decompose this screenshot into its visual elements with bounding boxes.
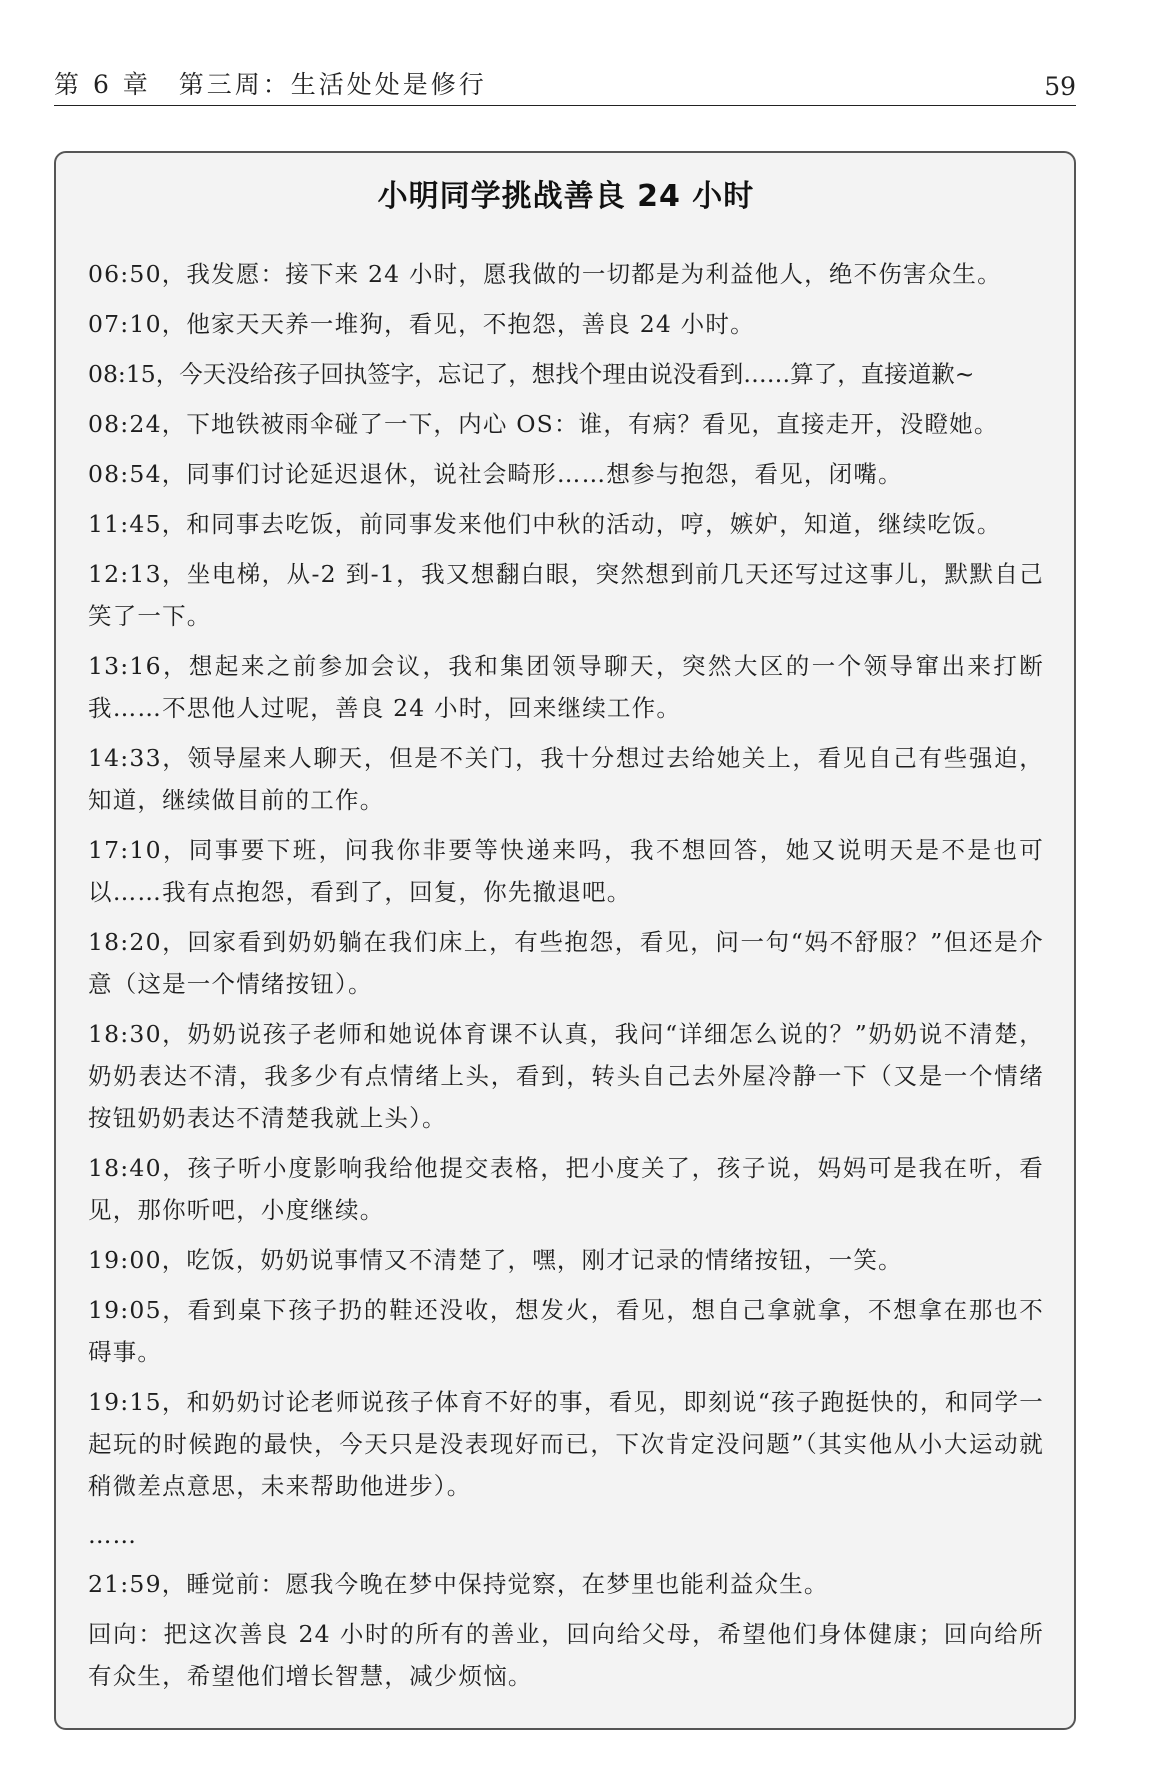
diary-entry: 12:13，坐电梯，从-2 到-1，我又想翻白眼，突然想到前几天还写过这事儿，默默自己笑了一下。 <box>88 560 1044 630</box>
diary-entry: 19:05，看到桌下孩子扔的鞋还没收，想发火，看见，想自己拿就拿，不想拿在那也不碍事。 <box>88 1296 1044 1366</box>
diary-entry: 18:40，孩子听小度影响我给他提交表格，把小度关了，孩子说，妈妈可是我在听，看见，那你听吧，小度继续。 <box>88 1154 1044 1224</box>
diary-entry: 19:15，和奶奶讨论老师说孩子体育不好的事，看见，即刻说“孩子跑挺快的，和同学一起玩的时候跑的最快，今天只是没表现好而已，下次肯定没问题”（其实他从小大运动就稍微差点意思，未来帮助他进步）。 <box>88 1388 1044 1500</box>
ellipsis: …… <box>88 1521 137 1549</box>
diary-entry: 08:15，今天没给孩子回执签字，忘记了，想找个理由说没看到……算了，直接道歉~ <box>88 360 975 388</box>
running-header <box>54 66 1076 106</box>
sidebar-box <box>54 151 1076 1730</box>
closing-entry: 21:59，睡觉前：愿我今晚在梦中保持觉察，在梦里也能利益众生。 <box>88 1570 829 1598</box>
diary-entry: 14:33，领导屋来人聊天，但是不关门，我十分想过去给她关上，看见自己有些强迫，知道，继续做目前的工作。 <box>88 744 1044 814</box>
diary-entry: 06:50，我发愿：接下来 24 小时，愿我做的一切都是为利益他人，绝不伤害众生。 <box>88 260 1002 288</box>
diary-entry: 18:20，回家看到奶奶躺在我们床上，有些抱怨，看见，问一句“妈不舒服？”但还是介意（这是一个情绪按钮）。 <box>88 928 1044 998</box>
diary-entry: 13:16，想起来之前参加会议，我和集团领导聊天，突然大区的一个领导窜出来打断我……不思他人过呢，善良 24 小时，回来继续工作。 <box>88 652 1044 722</box>
diary-entry: 08:54，同事们讨论延迟退休，说社会畸形……想参与抱怨，看见，闭嘴。 <box>88 460 903 488</box>
diary-entry: 11:45，和同事去吃饭，前同事发来他们中秋的活动，哼，嫉妒，知道，继续吃饭。 <box>88 510 1002 538</box>
diary-entry: 08:24，下地铁被雨伞碰了一下，内心 OS：谁，有病？看见，直接走开，没瞪她。 <box>88 410 999 438</box>
box-title: 小明同学挑战善良 24 小时 <box>377 179 755 214</box>
diary-entry: 07:10，他家天天养一堆狗，看见，不抱怨，善良 24 小时。 <box>88 310 755 338</box>
chapter-title: 第 6 章 第三周：生活处处是修行 <box>54 70 487 99</box>
diary-entry: 19:00，吃饭，奶奶说事情又不清楚了，嘿，刚才记录的情绪按钮，一笑。 <box>88 1246 903 1274</box>
diary-entry: 17:10，同事要下班，问我你非要等快递来吗，我不想回答，她又说明天是不是也可以……我有点抱怨，看到了，回复，你先撤退吧。 <box>88 836 1044 906</box>
page-number: 59 <box>1044 72 1076 101</box>
dedication-entry: 回向：把这次善良 24 小时的所有的善业，回向给父母，希望他们身体健康；回向给所有众生，希望他们增长智慧，减少烦恼。 <box>88 1620 1044 1690</box>
diary-entry: 18:30，奶奶说孩子老师和她说体育课不认真，我问“详细怎么说的？”奶奶说不清楚，奶奶表达不清，我多少有点情绪上头，看到，转头自己去外屋冷静一下（又是一个情绪按钮奶奶表达不清楚我就上头）。 <box>88 1020 1044 1132</box>
